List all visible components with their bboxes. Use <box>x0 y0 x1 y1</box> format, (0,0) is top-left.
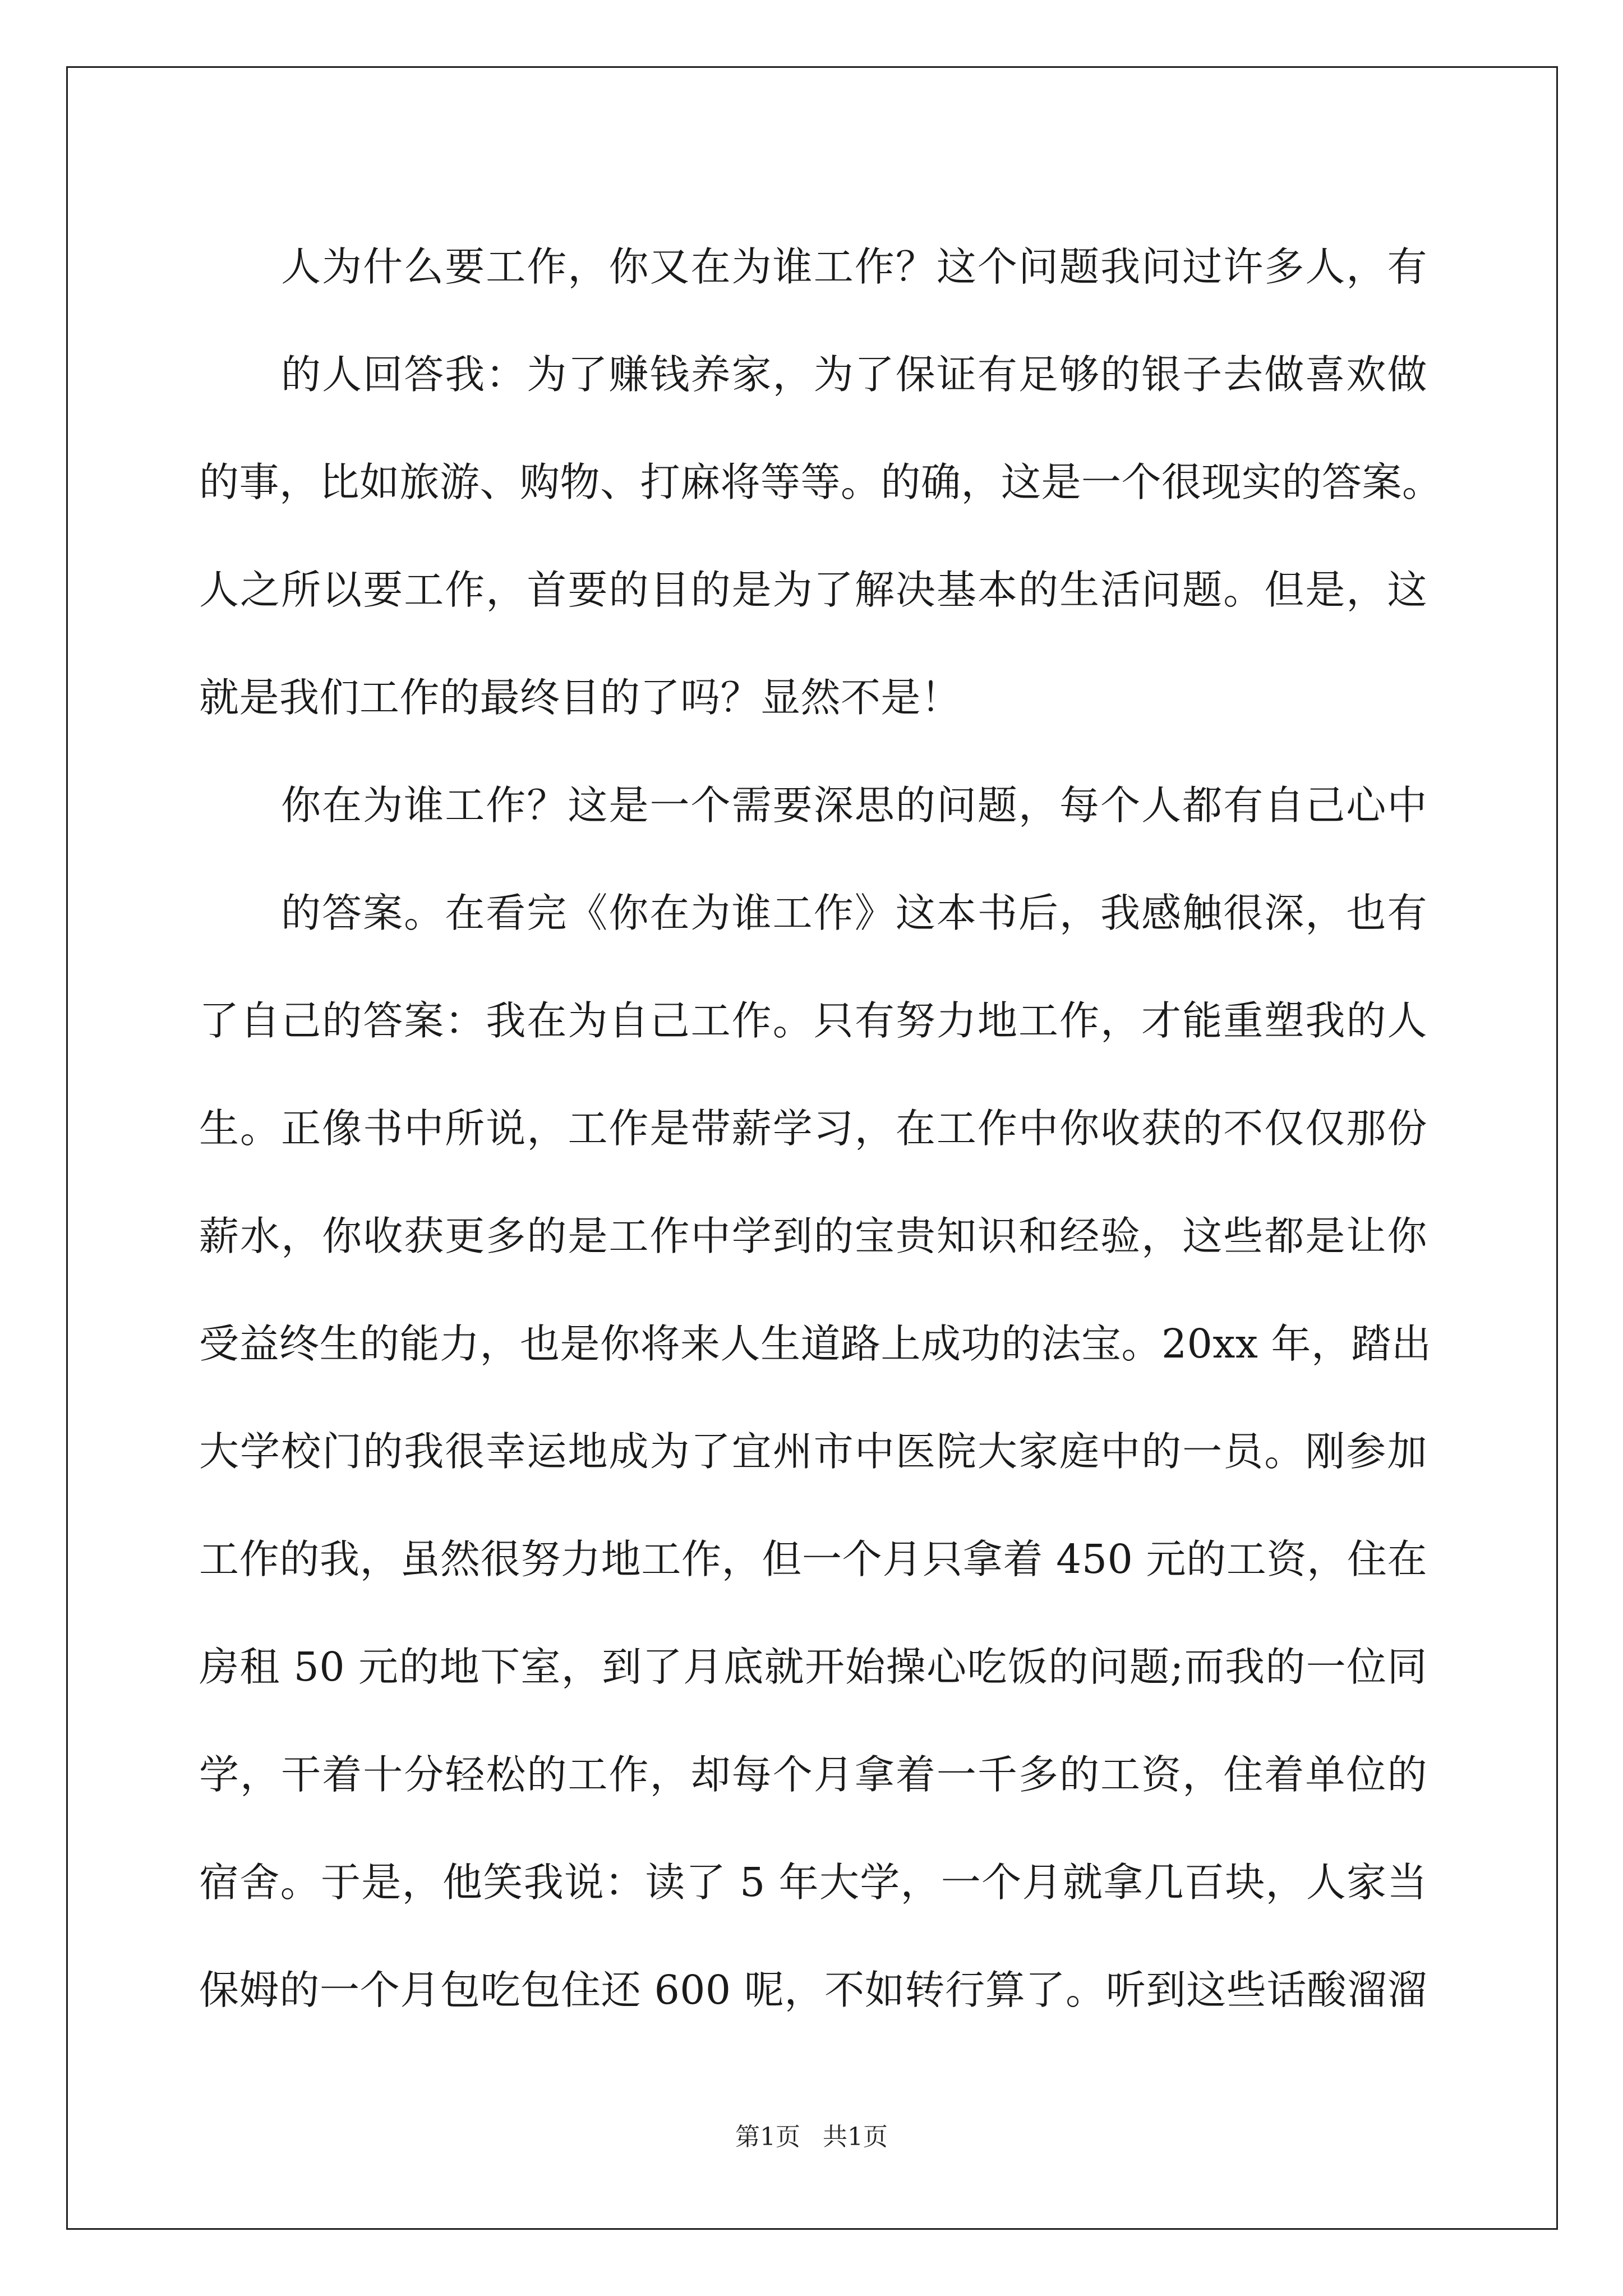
text-line: 了自己的答案：我在为自己工作。只有努力地工作，才能重塑我的人 <box>199 997 1427 1044</box>
text-line: 工作的我，虽然很努力地工作，但一个月只拿着 450 元的工资，住在 <box>199 1536 1427 1582</box>
text-line: 受益终生的能力，也是你将来人生道路上成功的法宝。20xx 年，踏出 <box>199 1320 1432 1367</box>
page-footer <box>0 2120 1623 2154</box>
text-line: 你在为谁工作？这是一个需要深思的问题，每个人都有自己心中 <box>281 782 1427 829</box>
text-line: 学，干着十分轻松的工作，却每个月拿着一千多的工资，住着单位的 <box>199 1751 1427 1798</box>
text-line: 生。正像书中所说，工作是带薪学习，在工作中你收获的不仅仅那份 <box>199 1105 1427 1152</box>
text-line: 保姆的一个月包吃包住还 600 呢，不如转行算了。听到这些话酸溜溜 <box>199 1967 1427 2013</box>
page-number-current: 第1页 <box>735 2123 800 2151</box>
text-line: 人之所以要工作，首要的目的是为了解决基本的生活问题。但是，这 <box>199 567 1427 613</box>
text-line: 房租 50 元的地下室，到了月底就开始操心吃饭的问题;而我的一位同 <box>199 1644 1427 1690</box>
text-line: 人为什么要工作，你又在为谁工作？这个问题我问过许多人，有 <box>281 243 1427 290</box>
text-line: 大学校门的我很幸运地成为了宜州市中医院大家庭中的一员。刚参加 <box>199 1428 1427 1475</box>
text-line: 就是我们工作的最终目的了吗？显然不是！ <box>199 674 961 721</box>
text-line: 宿舍。于是，他笑我说：读了 5 年大学，一个月就拿几百块，人家当 <box>199 1859 1427 1906</box>
page-number-total: 共1页 <box>823 2123 888 2151</box>
text-line: 的人回答我：为了赚钱养家，为了保证有足够的银子去做喜欢做 <box>281 351 1427 398</box>
text-line: 的答案。在看完《你在为谁工作》这本书后，我感触很深，也有 <box>281 890 1427 936</box>
text-line: 的事，比如旅游、购物、打麻将等等。的确，这是一个很现实的答案。 <box>199 459 1442 505</box>
document-body <box>199 213 1442 2044</box>
text-line: 薪水，你收获更多的是工作中学到的宝贵知识和经验，这些都是让你 <box>199 1213 1427 1259</box>
